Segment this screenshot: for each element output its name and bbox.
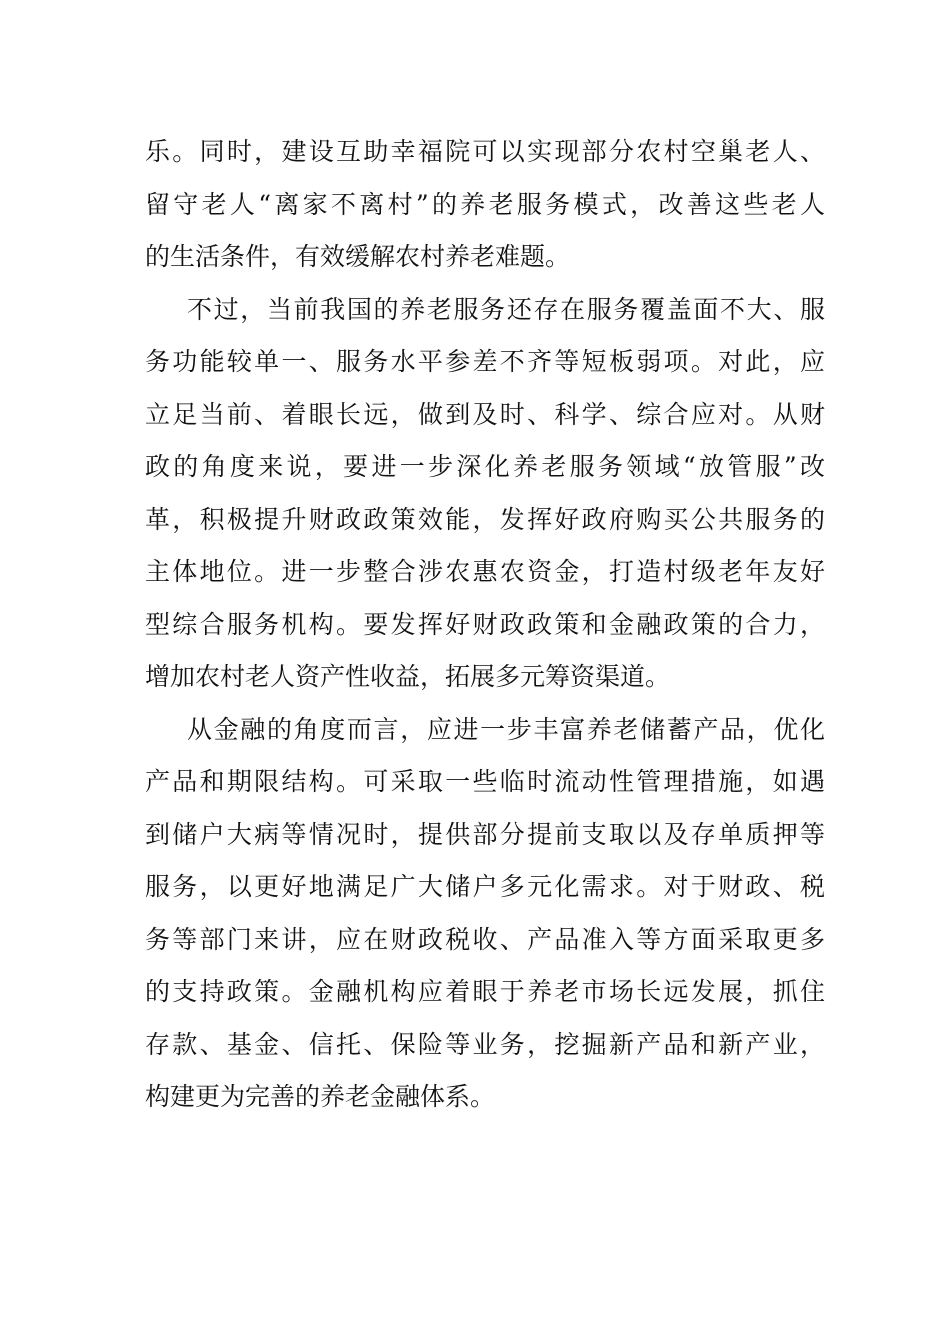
text-line: 务等部门来讲，应在财政税收、产品准入等方面采取更多	[145, 924, 825, 954]
paragraph-3	[145, 704, 825, 1124]
text-line: 服务，以更好地满足广大储户多元化需求。对于财政、税	[145, 872, 825, 901]
paragraph-2	[145, 284, 825, 704]
text-line: 到储户大病等情况时，提供部分提前支取以及存单质押等	[145, 819, 825, 849]
text-line: 不过，当前我国的养老服务还存在服务覆盖面不大、服	[187, 294, 825, 324]
text-line: 乐。同时，建设互助幸福院可以实现部分农村空巢老人、	[145, 137, 825, 166]
text-line: 革，积极提升财政政策效能，发挥好政府购买公共服务的	[145, 504, 825, 534]
text-line: 的支持政策。金融机构应着眼于养老市场长远发展，抓住	[145, 977, 825, 1006]
article-body	[145, 126, 825, 1124]
text-line: 构建更为完善的养老金融体系。	[145, 1082, 496, 1111]
text-line: 政的角度来说，要进一步深化养老服务领域“放管服”改	[145, 452, 825, 481]
text-line: 存款、基金、信托、保险等业务，挖掘新产品和新产业，	[145, 1029, 825, 1059]
text-line: 增加农村老人资产性收益，拓展多元筹资渠道。	[145, 662, 671, 691]
text-line: 立足当前、着眼长远，做到及时、科学、综合应对。从财	[145, 399, 825, 429]
text-line: 产品和期限结构。可采取一些临时流动性管理措施，如遇	[145, 767, 825, 796]
text-line: 的生活条件，有效缓解农村养老难题。	[145, 242, 571, 271]
text-line: 主体地位。进一步整合涉农惠农资金，打造村级老年友好	[145, 557, 825, 586]
paragraph-1	[145, 126, 825, 284]
text-line: 型综合服务机构。要发挥好财政政策和金融政策的合力，	[145, 609, 825, 639]
text-line: 从金融的角度而言，应进一步丰富养老储蓄产品，优化	[187, 714, 825, 744]
text-line: 务功能较单一、服务水平参差不齐等短板弱项。对此，应	[145, 347, 825, 376]
text-line: 留守老人“离家不离村”的养老服务模式，改善这些老人	[145, 189, 825, 219]
